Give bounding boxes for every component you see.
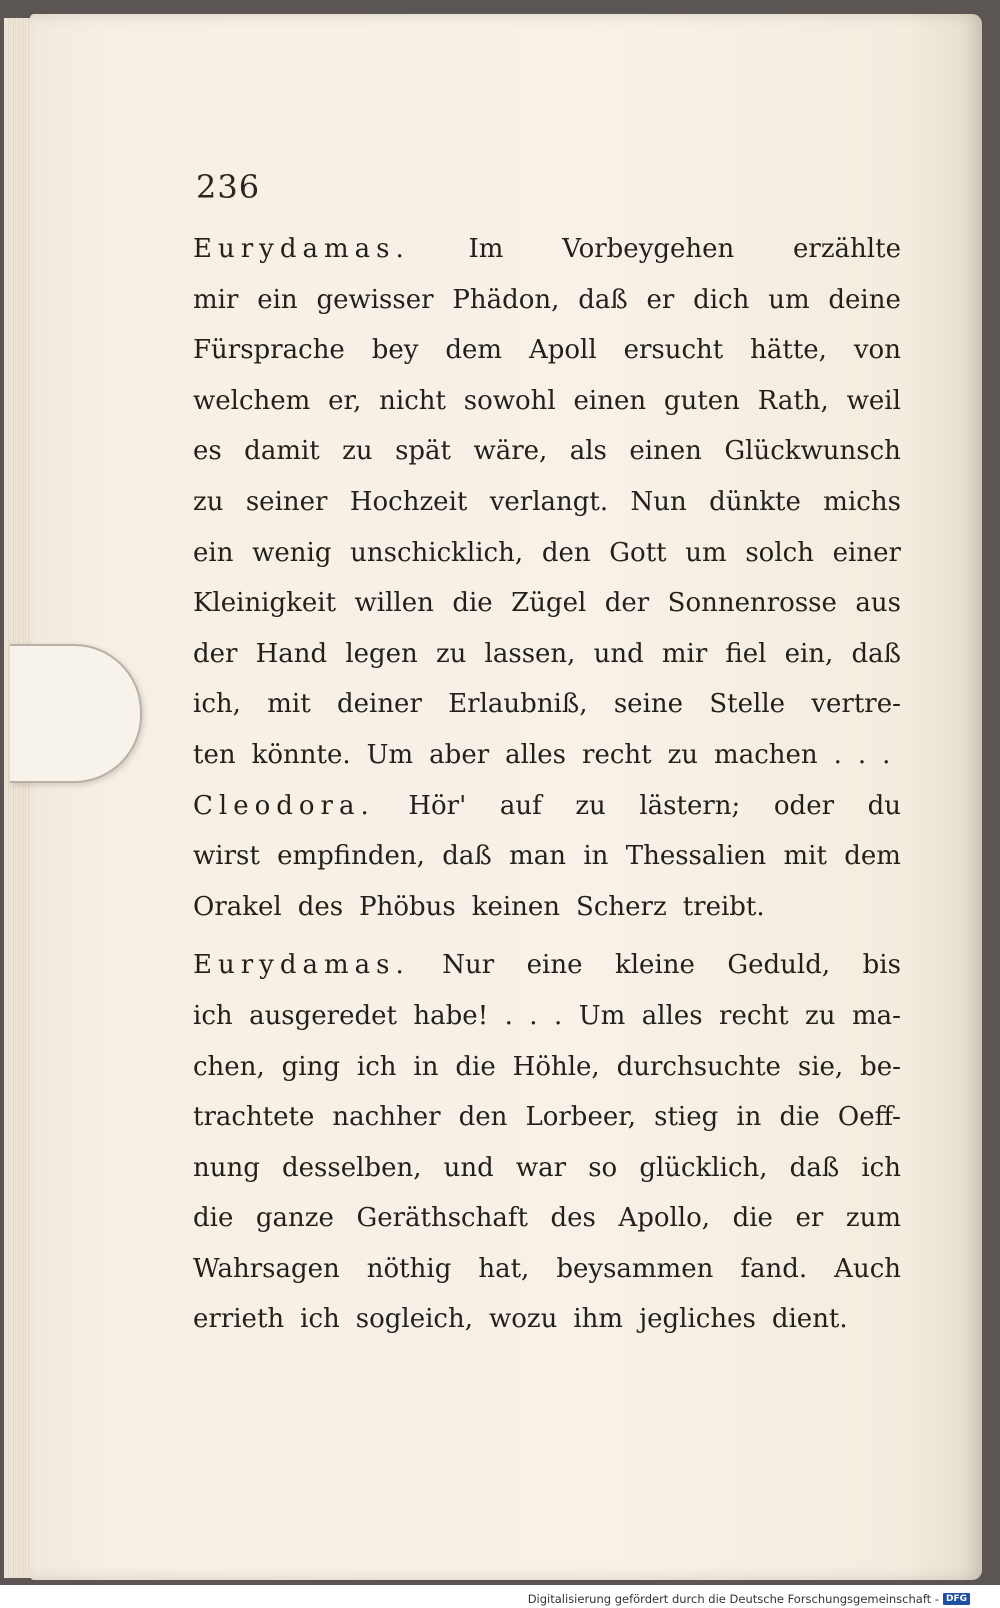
text-line bbox=[193, 940, 901, 991]
word: ausgeredet bbox=[249, 1000, 397, 1031]
word: unschicklich, bbox=[350, 537, 524, 568]
text-line bbox=[193, 578, 901, 629]
word: des bbox=[297, 891, 344, 922]
word: ihm bbox=[573, 1304, 624, 1335]
word: in bbox=[583, 841, 609, 872]
text-line bbox=[193, 831, 901, 882]
word: stieg bbox=[654, 1102, 719, 1133]
word: Apoll bbox=[528, 335, 597, 366]
word: machen bbox=[714, 739, 818, 770]
word: es bbox=[193, 436, 222, 467]
word: desselben, bbox=[282, 1152, 422, 1183]
word: ein bbox=[193, 537, 234, 568]
word: seiner bbox=[245, 486, 328, 517]
word: nöthig bbox=[366, 1253, 452, 1284]
word: Um bbox=[578, 1000, 626, 1031]
word: Fürsprache bbox=[193, 335, 345, 366]
word: deine bbox=[828, 284, 901, 315]
word: jegliches bbox=[639, 1304, 756, 1335]
word: so bbox=[588, 1152, 618, 1183]
word: glücklich, bbox=[639, 1152, 768, 1183]
text-line bbox=[193, 730, 901, 781]
text-line bbox=[193, 679, 901, 730]
thumb-tab bbox=[10, 644, 142, 783]
word: du bbox=[867, 790, 901, 821]
word: zu bbox=[342, 436, 373, 467]
word: nung bbox=[193, 1152, 260, 1183]
word: fiel bbox=[725, 638, 767, 669]
word: chen, bbox=[193, 1051, 265, 1082]
word: um bbox=[685, 537, 727, 568]
word: zu bbox=[667, 739, 699, 770]
word: . bbox=[882, 739, 891, 770]
word: daß bbox=[789, 1152, 840, 1183]
word: gewisser bbox=[316, 284, 434, 315]
word: seine bbox=[613, 689, 684, 720]
word: wirst bbox=[193, 841, 260, 872]
word: Im bbox=[468, 234, 504, 264]
word: den bbox=[541, 537, 591, 568]
word: ganze bbox=[255, 1203, 334, 1234]
word: . bbox=[554, 1000, 563, 1031]
text-line bbox=[193, 781, 901, 832]
word: hat, bbox=[478, 1253, 530, 1284]
word: Glückwunsch bbox=[724, 436, 901, 467]
word: die bbox=[452, 588, 493, 619]
text-line bbox=[193, 882, 901, 933]
word: . bbox=[504, 1000, 513, 1031]
word: als bbox=[569, 436, 607, 467]
word: ich bbox=[300, 1304, 340, 1335]
word: sowohl bbox=[463, 385, 556, 416]
word: könnte. bbox=[251, 739, 351, 770]
word: aber bbox=[429, 739, 490, 770]
word: dich bbox=[693, 284, 750, 315]
word: Scherz bbox=[576, 891, 667, 922]
word: des bbox=[550, 1203, 596, 1234]
word: oder bbox=[773, 790, 835, 821]
word: ersucht bbox=[623, 335, 724, 366]
word: nachher bbox=[332, 1102, 441, 1133]
word: die bbox=[779, 1102, 820, 1133]
word: mit bbox=[783, 841, 827, 872]
word: in bbox=[736, 1102, 762, 1133]
word: recht bbox=[719, 1000, 789, 1031]
word: verlangt. bbox=[489, 486, 609, 517]
word: Phädon, bbox=[452, 284, 560, 315]
word: einen bbox=[573, 385, 647, 416]
word: Sonnenrosse bbox=[667, 588, 837, 619]
word: Apollo, bbox=[618, 1203, 711, 1234]
word: ich, bbox=[193, 689, 241, 720]
word: Rath, bbox=[757, 385, 829, 416]
text-line bbox=[193, 1244, 901, 1295]
word: Kleinigkeit bbox=[193, 588, 337, 619]
word: ich bbox=[356, 1051, 397, 1082]
text-line bbox=[193, 1042, 901, 1093]
word: in bbox=[413, 1051, 439, 1082]
word: Nun bbox=[630, 486, 687, 517]
word: dem bbox=[445, 335, 503, 366]
word: erzählte bbox=[793, 234, 901, 264]
text-line bbox=[193, 477, 901, 528]
word: er bbox=[646, 284, 675, 315]
word: dient. bbox=[771, 1304, 848, 1335]
word: wäre, bbox=[473, 436, 548, 467]
word: recht bbox=[582, 739, 652, 770]
word: willen bbox=[354, 588, 434, 619]
word: Orakel bbox=[193, 891, 282, 922]
word: vertre- bbox=[811, 689, 901, 720]
text-line bbox=[193, 426, 901, 477]
word: Auch bbox=[834, 1253, 901, 1284]
word: Lorbeer, bbox=[525, 1102, 637, 1133]
word: wozu bbox=[489, 1304, 558, 1335]
word: er, bbox=[328, 385, 362, 416]
word: ich bbox=[861, 1152, 901, 1183]
text-line bbox=[193, 1193, 901, 1244]
word: dünkte bbox=[709, 486, 801, 517]
speaker-name: Eurydamas. bbox=[193, 950, 410, 981]
word: sogleich, bbox=[355, 1304, 473, 1335]
word: mir bbox=[193, 284, 239, 315]
word: von bbox=[853, 335, 901, 366]
word: der bbox=[193, 638, 238, 669]
word: ein bbox=[257, 284, 298, 315]
word: zu bbox=[575, 790, 606, 821]
word: zu bbox=[193, 486, 224, 517]
word: keinen bbox=[471, 891, 561, 922]
word: empfinden, bbox=[277, 841, 425, 872]
word: Vorbeygehen bbox=[562, 234, 735, 264]
word: deiner bbox=[336, 689, 422, 720]
word: michs bbox=[823, 486, 901, 517]
word: legen bbox=[345, 638, 418, 669]
word: lästern; bbox=[639, 790, 741, 821]
word: daß bbox=[578, 284, 628, 315]
word: Stelle bbox=[709, 689, 786, 720]
word: Wahrsagen bbox=[193, 1253, 340, 1284]
word: mit bbox=[267, 689, 311, 720]
text-line bbox=[193, 325, 901, 376]
word: alles bbox=[641, 1000, 703, 1031]
word: auf bbox=[499, 790, 542, 821]
word: Phöbus bbox=[359, 891, 456, 922]
word: ma- bbox=[851, 1000, 901, 1031]
word: zu bbox=[435, 638, 467, 669]
word: Hochzeit bbox=[349, 486, 468, 517]
word: und bbox=[443, 1152, 494, 1183]
word: wenig bbox=[252, 537, 332, 568]
footer-credit bbox=[528, 1592, 970, 1606]
word: ein, bbox=[784, 638, 834, 669]
text-line bbox=[193, 1092, 901, 1143]
word: daß bbox=[442, 841, 492, 872]
word: um bbox=[768, 284, 810, 315]
footer-text: Digitalisierung gefördert durch die Deutsche Forschungsgemeinschaft - bbox=[527, 1592, 939, 1606]
text-block bbox=[193, 224, 901, 1345]
word: die bbox=[193, 1203, 234, 1234]
text-line bbox=[193, 991, 901, 1042]
word: einer bbox=[832, 537, 901, 568]
word: den bbox=[458, 1102, 508, 1133]
word: der bbox=[604, 588, 650, 619]
word: nicht bbox=[379, 385, 446, 416]
word: . bbox=[857, 739, 867, 770]
page-number: 236 bbox=[196, 168, 261, 206]
word: Erlaubniß, bbox=[448, 689, 588, 720]
word: habe! bbox=[413, 1000, 489, 1031]
word: ging bbox=[281, 1051, 340, 1082]
word: die bbox=[455, 1051, 496, 1082]
word: bis bbox=[862, 950, 901, 981]
word: sie, bbox=[797, 1051, 844, 1082]
dfg-logo-icon: DFG bbox=[943, 1593, 970, 1605]
word: errieth bbox=[193, 1304, 285, 1335]
word: ich bbox=[193, 1000, 233, 1031]
word: . bbox=[833, 739, 842, 770]
word: hätte, bbox=[750, 335, 827, 366]
word: mir bbox=[661, 638, 708, 669]
word: daß bbox=[851, 638, 901, 669]
speaker-name: Cleodora. bbox=[193, 790, 375, 821]
text-line bbox=[193, 376, 901, 427]
word: spät bbox=[395, 436, 451, 467]
word: guten bbox=[663, 385, 740, 416]
word: trachtete bbox=[193, 1102, 315, 1133]
word: Gott bbox=[609, 537, 667, 568]
text-line bbox=[193, 1294, 901, 1345]
word: bey bbox=[371, 335, 419, 366]
word: durchsuchte bbox=[616, 1051, 781, 1082]
word: treibt. bbox=[682, 891, 765, 922]
text-line bbox=[193, 528, 901, 579]
word: . bbox=[529, 1000, 538, 1031]
speaker-name: Eurydamas. bbox=[193, 234, 410, 264]
word: welchem bbox=[193, 385, 311, 416]
word: man bbox=[509, 841, 567, 872]
word: aus bbox=[855, 588, 901, 619]
word: einen bbox=[629, 436, 702, 467]
word: Geräthschaft bbox=[356, 1203, 528, 1234]
word: und bbox=[593, 638, 644, 669]
word: eine bbox=[526, 950, 583, 981]
word: be- bbox=[860, 1051, 901, 1082]
word: Nur bbox=[442, 950, 495, 981]
word: Thessalien bbox=[625, 841, 767, 872]
word: solch bbox=[745, 537, 814, 568]
word: zum bbox=[845, 1203, 901, 1234]
word: Oeff- bbox=[837, 1102, 901, 1133]
text-line bbox=[193, 1143, 901, 1194]
word: ten bbox=[193, 739, 236, 770]
word: die bbox=[732, 1203, 773, 1234]
word: Um bbox=[366, 739, 414, 770]
text-line bbox=[193, 224, 901, 275]
word: fand. bbox=[740, 1253, 808, 1284]
word: kleine bbox=[614, 950, 695, 981]
word: beysammen bbox=[556, 1253, 714, 1284]
word: alles bbox=[505, 739, 567, 770]
paragraph-gap bbox=[193, 932, 901, 940]
word: lassen, bbox=[484, 638, 576, 669]
word: Geduld, bbox=[727, 950, 831, 981]
word: Hör' bbox=[408, 790, 467, 821]
word: zu bbox=[805, 1000, 836, 1031]
word: Höhle, bbox=[512, 1051, 600, 1082]
word: damit bbox=[244, 436, 320, 467]
word: dem bbox=[844, 841, 901, 872]
word: Zügel bbox=[511, 588, 587, 619]
text-line bbox=[193, 629, 901, 680]
word: er bbox=[795, 1203, 824, 1234]
word: weil bbox=[846, 385, 901, 416]
word: war bbox=[515, 1152, 567, 1183]
word: Hand bbox=[255, 638, 328, 669]
text-line bbox=[193, 275, 901, 326]
